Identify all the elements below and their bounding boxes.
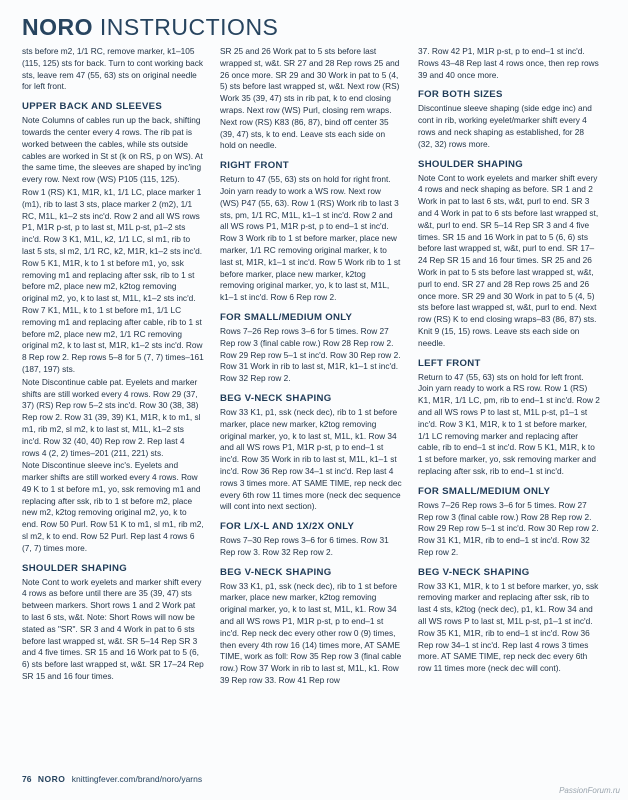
instruction-paragraph: Rows 7–26 Rep rows 3–6 for 5 times. Row 27 Rep row 3 (final cable row.) Row 28 Rep row 2. Row 29 Rep row 5–1 st inc'd. Row 30 Rep row 2. Row 31 K1, M1R, rib to end–1 st inc'd. Row 32 Rep row 2.: [418, 499, 599, 557]
instruction-paragraph: Row 33 K1, p1, ssk (neck dec), rib to 1 st before marker, place new marker, k2tog removing original marker, yo, k to last st, M1L, k1. Row 34 and all WS rows P1, M1R p-st, p to end–1 st inc'd. Row 35 Work in rib to last st, M1L, k1–1 st inc'd. Row 36 Rep row 34–1 st inc'd. Rep last 4 rows 3 times more. AT SAME TIME, rep neck dec every 6th row 11 times more (neck dec sequence will cont into next section).: [220, 406, 402, 512]
page-header: [22, 14, 278, 41]
section-heading: BEG V-NECK SHAPING: [418, 566, 530, 578]
section-heading: LEFT FRONT: [418, 357, 481, 369]
column-right: [418, 46, 600, 676]
instruction-paragraph: Note Columns of cables run up the back, shifting towards the center every 4 rows. The rib pat is worked between the cables, while sts outside cables are worked in St st (k on RS, p on WS). At the same time, the sleeves are shaped by inc'ing every row. Next row (WS) P105 (115, 125).: [22, 115, 203, 185]
section-heading: SHOULDER SHAPING: [22, 562, 128, 574]
section-heading: BEG V-NECK SHAPING: [220, 392, 332, 404]
column-left: [22, 46, 204, 684]
instruction-paragraph: Row 33 K1, p1, ssk (neck dec), rib to 1 st before marker, place new marker, k2tog removing original marker, yo, k to last st, M1L, k1. Row 34 and all WS rows P1, M1R p-st, p to end–1 st inc'd. Rep neck dec every other row 0 (9) times, then every 4th row 16 (14) times more, AT SAME TIME, work as foll: Row 35 Rep row 3 (final cable row.) Row 37 Work in rib to last st, M1L, k1. Row 39 Rep row 33. Row 41 Rep row: [220, 580, 402, 686]
column-middle: [220, 46, 402, 688]
instruction-paragraph: 37. Row 42 P1, M1R p-st, p to end–1 st inc'd. Rows 43–48 Rep last 4 rows once, then rep rows 39 and 40 once more.: [418, 46, 599, 80]
header-title: INSTRUCTIONS: [99, 14, 279, 40]
instruction-paragraph: SR 25 and 26 Work pat to 5 sts before last wrapped st, w&t. SR 27 and 28 Rep rows 25 and 26 once more. SR 29 and 30 Work in pat to 5 (4, 5) sts before last wrapped st, w&t. Next row (RS) Work 35 (39, 47) sts in rib pat, k to end closing wraps. Next row (WS) Purl, closing rem wraps. Next row (RS) K83 (86, 87), bind off center 35 (39, 47) sts, k to end. Leave sts each side on hold on needle.: [220, 46, 400, 151]
instruction-paragraph: Return to 47 (55, 63) sts on hold for left front. Join yarn ready to work a RS row. Row 1 (RS) K1, M1R, 1/1 LC, pm, rib to end–1 st inc'd. Row 2 and all WS rows P to last st, M1L p-st, p1–1 st inc'd. Row 3 K1, M1R, k to 1 st before marker, 1/1 LC removing marker and replacing after cable, rib to end–1 st inc'd. Row 5 K1, M1R, k to 1 st before marker, yo, ssk removing marker and replacing after ssk, rib to end–1 st inc'd.: [418, 371, 600, 476]
instruction-paragraph: Note Discontinue cable pat. Eyelets and marker shifts are still worked every 4 rows. Row 29 (37, 37) (RS) Rep row 5–2 sts inc'd. Row 30 (38, 38) Rep row 2. Row 31 (39, 39) K1, M1R, k to m1, sl m1, rib m2, sl m2, k to last st, M1L, k1–2 sts inc'd. Row 32 (40, 40) Rep row 2. Rep last 4 rows 4 (2, 2) times–201 (211, 221) sts.: [22, 376, 201, 458]
instruction-paragraph: Row 33 K1, M1R, k to 1 st before marker, yo, ssk removing marker and replacing after ssk, rib to last 4 sts, k2tog (neck dec), p1, k1. Row 34 and all WS rows P to last st, M1L p-st, p1–1 st inc'd. Row 35 K1, M1R, rib to end–1 st inc'd. Row 36 Rep row 34–1 st inc'd. Rep last 4 rows 3 times more. AT SAME TIME, rep neck dec every 6th row 11 times more (neck dec will cont).: [418, 580, 599, 674]
instruction-paragraph: Rows 7–30 Rep rows 3–6 for 6 times. Row 31 Rep row 3. Row 32 Rep row 2.: [220, 535, 389, 557]
page-number: 76: [22, 774, 32, 784]
footer-url[interactable]: knittingfever.com/brand/noro/yarns: [71, 774, 203, 784]
instruction-columns: [22, 46, 612, 746]
section-heading: FOR SMALL/MEDIUM ONLY: [220, 311, 353, 323]
header-brand: NORO: [22, 14, 93, 40]
section-heading: RIGHT FRONT: [220, 160, 289, 172]
page-footer: [22, 774, 202, 784]
instruction-paragraph: Rows 7–26 Rep rows 3–6 for 5 times. Row 27 Rep row 3 (final cable row.) Row 28 Rep row 2. Row 29 Rep row 5–1 st inc'd. Row 30 Rep row 2. Row 31 Work in rib to last st, M1R, k1–1 st inc'd. Row 32 Rep row 2.: [220, 325, 401, 384]
instruction-paragraph: Discontinue sleeve shaping (side edge inc) and cont in rib, working eyelet/marker shift every 4 rows and neck shaping as established, for 28 (32, 32) rows more.: [418, 103, 592, 149]
instruction-paragraph: Row 1 (RS) K1, M1R, k1, 1/1 LC, place marker 1 (m1), rib to last 3 sts, place marker 2 (m2), 1/1 RC, M1L, k1–2 sts inc'd. Row 2 and all WS rows P1, M1R p-st, p to last st, M1L p-st, p1–2 sts inc'd. Row 3 K1, M1L, k2, 1/1 LC, sl m1, rib to last 5 sts, sl m2, 1/1 RC, k2, M1R, k1–2 sts inc'd. Row 5 K1, M1R, k to 1 st before m1, yo, ssk removing m1 and replacing after ssk, rib to 1 st before m2, place new m2, k2tog removing original m2, yo, k to last st, M1L, k1–2 sts inc'd. Row 7 K1, M1L, k to 1 st before m1, 1/1 LC removing m1 and replacing after cable, rib to 1 st before m2, place new m2, 1/1 RC removing original m2, k to last st, M1R, k1–2 sts inc'd. Row 8 Rep row 2. Rep rows 5–8 for 5 (7, 7) times–161 (187, 197) sts.: [22, 186, 204, 374]
instruction-paragraph: Note Cont to work eyelets and marker shift every 4 rows as before until there are 35 (39, 47) sts between markers. Short rows 1 and 2 Work pat to last 6 sts, w&t. Note: Short Rows will now be stated as "SR". SR 3 and 4 Work in pat to 6 sts before last wrapped st, w&t. SR 5–14 Rep SR 3 and 4 five times. SR 15 and 16 Work pat to 5 (6, 6) sts before last wrapped st, w&t. SR 17–24 Rep SR 15 and 16 four times.: [22, 576, 204, 682]
instruction-paragraph: sts before m2, 1/1 RC, remove marker, k1–105 (115, 125) sts for back. Turn to cont working back sts, leave rem 47 (55, 63) sts on original needle for left front.: [22, 46, 204, 92]
section-heading: FOR SMALL/MEDIUM ONLY: [418, 485, 551, 497]
section-heading: UPPER BACK AND SLEEVES: [22, 101, 163, 113]
section-heading: SHOULDER SHAPING: [418, 158, 524, 170]
instruction-paragraph: Return to 47 (55, 63) sts on hold for right front. Join yarn ready to work a WS row. Next row (WS) P47 (55, 63). Row 1 (RS) Work rib to last 3 sts, pm, 1/1 RC, M1L, k1–1 st inc'd. Row 2 and all WS rows P1, M1R p-st, p to end–1 st inc'd. Row 3 Work rib to 1 st before marker, place new marker, 1/1 RC removing original marker, k to last st, M1R, k1–1 st inc'd. Row 5 Work rib to 1 st before marker, place new marker, k2tog removing original marker, yo, k to last st, M1L, k1–1 st inc'd. Row 6 Rep row 2.: [220, 174, 401, 303]
footer-brand: NORO: [37, 774, 66, 784]
section-heading: FOR BOTH SIZES: [418, 89, 503, 101]
watermark: PassionForum.ru: [559, 786, 620, 795]
section-heading: BEG V-NECK SHAPING: [220, 566, 332, 578]
instruction-paragraph: Note Cont to work eyelets and marker shift every 4 rows and neck shaping as before. SR 1 and 2 Work in pat to last 6 sts, w&t, purl to end. SR 3 and 4 Work in pat to 6 sts before last wrapped st, w&t, purl to end. SR 5–14 Rep SR 3 and 4 five times. SR 15 and 16 Work in pat to 5 (6, 6) sts before last wrapped st, w&t, purl to end. SR 17–24 Rep SR 15 and 16 four times. SR 25 and 26 Work in pat to 5 sts before last wrapped st, w&t, purl to end. SR 27 and 28 Rep rows 25 and 26 once more. SR 29 and 30 Work in pat to 5 (4, 5) sts before last wrapped st, w&t, purl to end. Next row (RS) K to end closing wraps–83 (86, 87) sts. Knit 9 (15, 15) rows. Leave sts each side on needle.: [418, 172, 599, 348]
section-heading: FOR L/X-L AND 1X/2X ONLY: [220, 521, 355, 533]
instruction-paragraph: Note Discontinue sleeve inc's. Eyelets and marker shifts are still worked every 4 rows. Row 49 K to 1 st before m1, yo, ssk removing m1 and replacing after ssk, rib to 1 st before m2, place new m2, k2tog removing original m2, yo, k to end. Row 50 Purl. Row 51 K to m1, sl m1, rib m2, sl m2, k to end. Row 52 Purl. Rep last 4 rows 6 (7, 7) times more.: [22, 460, 204, 553]
